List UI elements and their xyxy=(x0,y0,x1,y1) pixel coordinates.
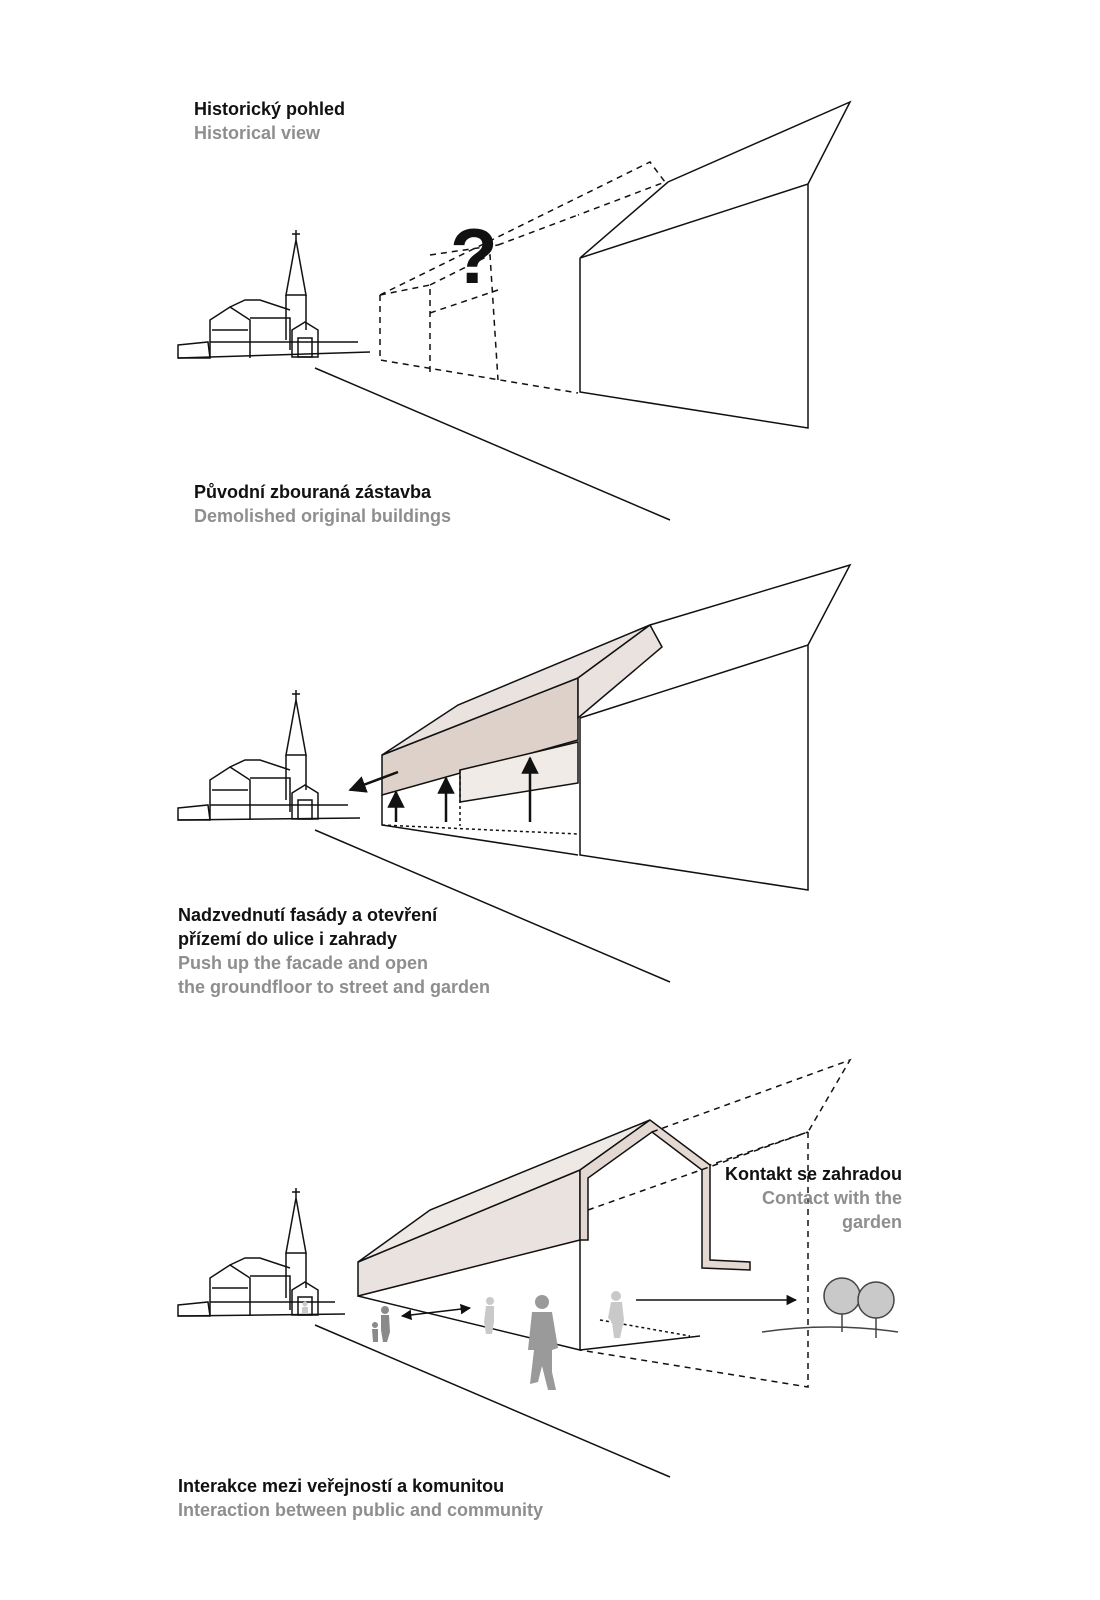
caption-garden-cz: Kontakt se zahradou xyxy=(724,1164,902,1184)
church-icon xyxy=(178,690,360,820)
church-icon xyxy=(178,1188,345,1316)
person-icon xyxy=(608,1291,624,1338)
caption-historical-cz: Historický pohled xyxy=(194,99,346,119)
person-icon xyxy=(528,1295,558,1390)
caption-garden-en-2: garden xyxy=(841,1212,902,1232)
question-mark: ? xyxy=(450,212,498,300)
existing-building xyxy=(580,102,850,428)
caption-garden-en-1: Contact with the xyxy=(762,1188,902,1208)
ground-floor xyxy=(382,795,578,855)
building-roof xyxy=(358,1170,580,1296)
panel-interaction xyxy=(178,1060,898,1477)
caption-interaction xyxy=(178,1474,543,1522)
caption-demolished-cz: Původní zbouraná zástavba xyxy=(194,482,432,502)
caption-demolished xyxy=(194,480,451,528)
caption-pushup-cz-2: přízemí do ulice i zahrady xyxy=(178,929,398,949)
caption-historical-en: Historical view xyxy=(194,123,321,143)
street-line xyxy=(315,1325,670,1477)
demolished-buildings xyxy=(380,162,665,393)
tree-icon xyxy=(824,1278,894,1338)
church-icon xyxy=(178,230,370,358)
person-icon xyxy=(484,1297,494,1334)
caption-garden xyxy=(700,1162,902,1234)
caption-demolished-en: Demolished original buildings xyxy=(194,506,452,526)
caption-pushup-cz-1: Nadzvednutí fasády a otevření xyxy=(178,905,438,925)
caption-pushup-en-1: Push up the facade and open xyxy=(178,953,429,973)
caption-pushup-en-2: the groundfloor to street and garden xyxy=(178,977,491,997)
caption-pushup xyxy=(178,903,490,999)
panel-historical xyxy=(178,102,850,520)
existing-building xyxy=(580,565,850,890)
caption-interaction-cz: Interakce mezi veřejností a komunitou xyxy=(178,1476,505,1496)
person-icon xyxy=(302,1302,308,1315)
caption-historical xyxy=(194,97,345,145)
person-icon xyxy=(372,1306,390,1342)
garden-ground xyxy=(762,1327,898,1332)
caption-interaction-en: Interaction between public and community xyxy=(178,1500,544,1520)
